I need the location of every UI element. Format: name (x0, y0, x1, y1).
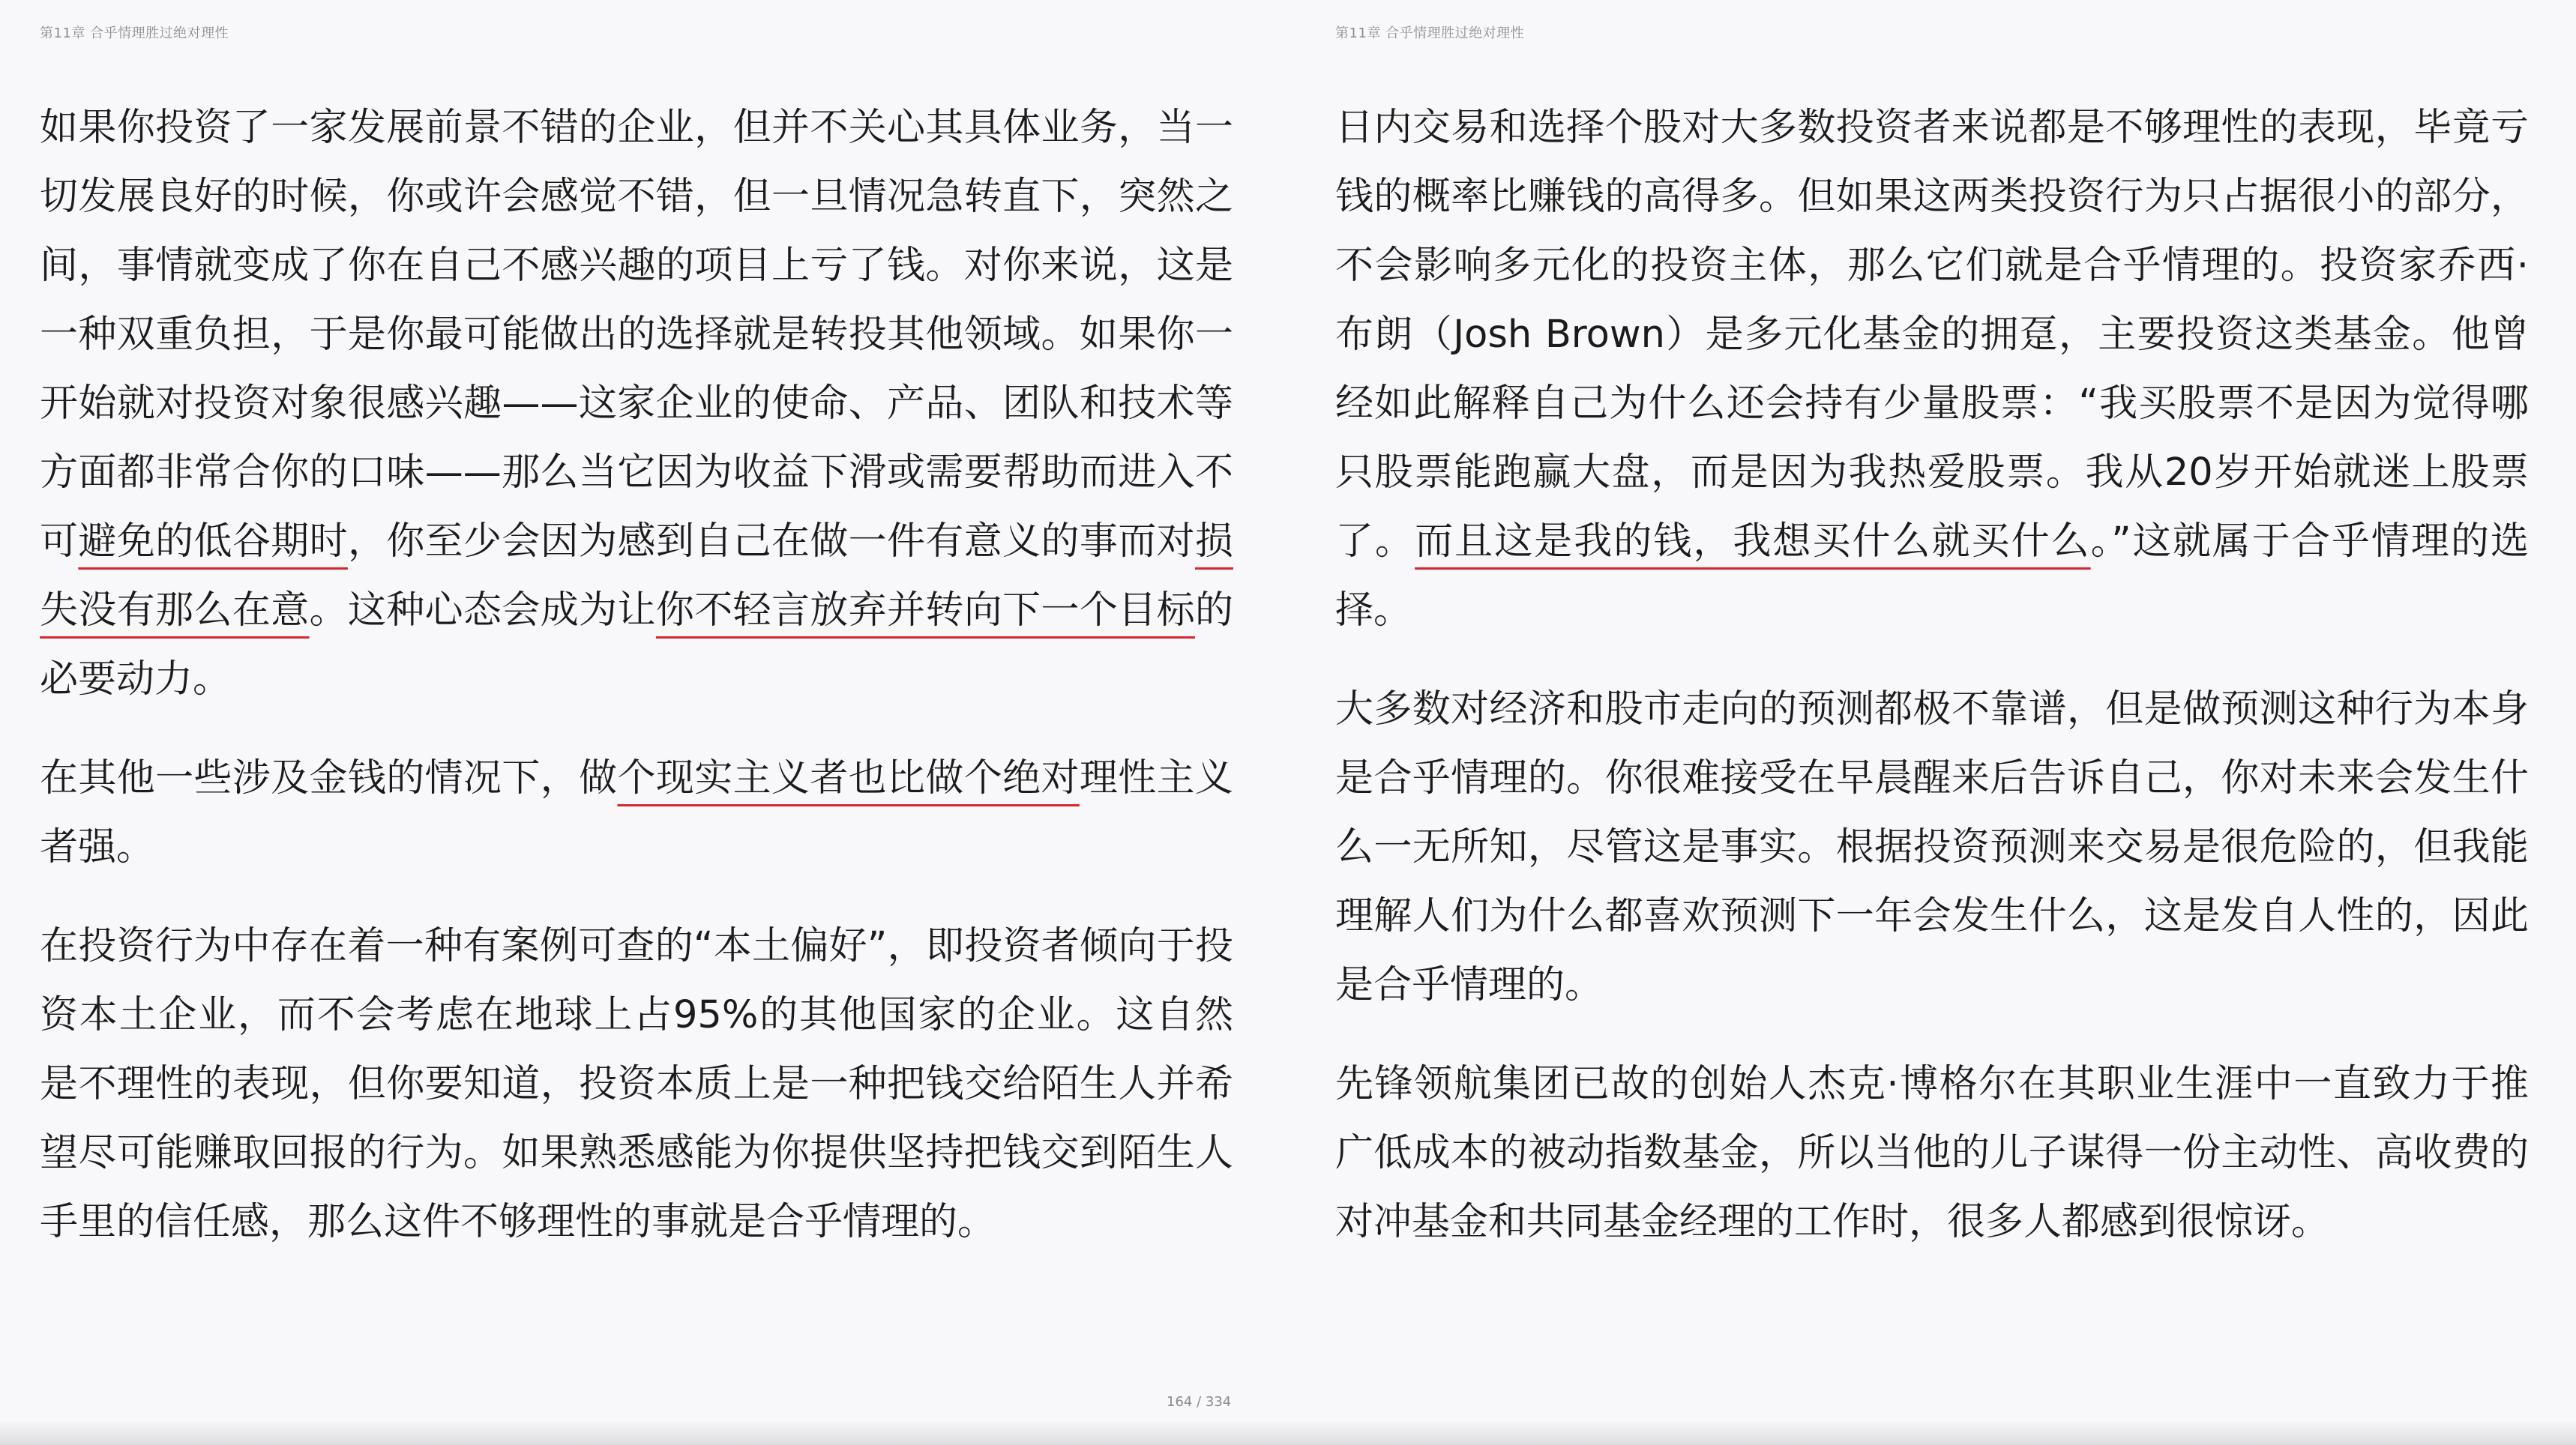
text-segment: 先锋领航集团已故的创始人杰克·博格尔在其职业生涯中一直致力于推广低成本的被动指数基金，所以当他的儿子谋得一份主动性、高收费的对冲基金和共同基金经理的工作时，很多人都感到很惊讶。 (1335, 1062, 2529, 1244)
highlighted-passage[interactable]: 个现实主义者也比做个绝对 (617, 756, 1080, 800)
text-segment: 理性主义者强。 (40, 756, 1233, 869)
paragraph[interactable] (1335, 1050, 2529, 1257)
page-body-text[interactable] (40, 94, 1233, 1287)
text-segment: 如果你投资了一家发展前景不错的企业，但并不关心其具体业务，当一切发展良好的时候，你或许会感觉不错，但一旦情况急转直下，突然之间，事情就变成了你在自己不感兴趣的项目上亏了钱。对你来说，这是一种双重负担，于是你最可能做出的选择就是转投其他领域。如果你一开始就对投资对象很感兴趣——这家企业的使命、产品、团队和技术等方面都非常合你的口味——那么当它因为收益下滑或需要帮助而进入不可 (40, 106, 1233, 564)
text-segment: 在其他一些涉及金钱的情况下，做 (40, 756, 618, 800)
text-segment: 。这种心态会成为让 (309, 588, 656, 633)
text-segment: 的必要动力。 (40, 588, 1233, 702)
running-header: 第11章 合乎情理胜过绝对理性 (40, 25, 229, 41)
paragraph[interactable] (40, 912, 1233, 1257)
running-header: 第11章 合乎情理胜过绝对理性 (1335, 25, 1525, 41)
text-segment: 。”这就属于合乎情理的选择。 (1335, 519, 2529, 633)
paragraph[interactable] (40, 94, 1233, 714)
highlighted-passage[interactable]: 而且这是我的钱，我想买什么就买什么 (1415, 519, 2091, 564)
page-body-text[interactable] (1335, 94, 2529, 1287)
text-segment: 大多数对经济和股市走向的预测都极不靠谱，但是做预测这种行为本身是合乎情理的。你很难接受在早晨醒来后告诉自己，你对未来会发生什么一无所知，尽管这是事实。根据投资预测来交易是很危险的，但我能理解人们为什么都喜欢预测下一年会发生什么，这是发自人性的，因此是合乎情理的。 (1335, 687, 2529, 1007)
paragraph[interactable] (1335, 94, 2529, 645)
highlighted-passage[interactable]: 避免的低谷期时 (78, 519, 348, 564)
page-number: 164 / 334 (1167, 1394, 1232, 1410)
text-segment: 在投资行为中存在着一种有案例可查的“本土偏好”，即投资者倾向于投资本土企业，而不会考虑在地球上占95%的其他国家的企业。这自然是不理性的表现，但你要知道，投资本质上是一种把钱交给陌生人并希望尽可能赚取回报的行为。如果熟悉感能为你提供坚持把钱交到陌生人手里的信任感，那么这件不够理性的事就是合乎情理的。 (40, 924, 1233, 1244)
highlighted-passage[interactable]: 损失没有那么在意 (40, 519, 1233, 633)
paragraph[interactable] (1335, 675, 2529, 1020)
text-segment: 日内交易和选择个股对大多数投资者来说都是不够理性的表现，毕竟亏钱的概率比赚钱的高得多。但如果这两类投资行为只占据很小的部分，不会影响多元化的投资主体，那么它们就是合乎情理的。投资家乔西·布朗（Josh Brown）是多元化基金的拥趸，主要投资这类基金。他曾经如此解释自己为什么还会持有少量股票：“我买股票不是因为觉得哪只股票能跑赢大盘，而是因为我热爱股票。我从20岁开始就迷上股票了。 (1335, 106, 2529, 564)
highlighted-passage[interactable]: 你不轻言放弃并转向下一个目标 (655, 588, 1195, 633)
right-page (1288, 0, 2576, 1445)
text-segment: ，你至少会因为感到自己在做一件有意义的事而对 (347, 519, 1195, 564)
paragraph[interactable] (40, 744, 1233, 882)
